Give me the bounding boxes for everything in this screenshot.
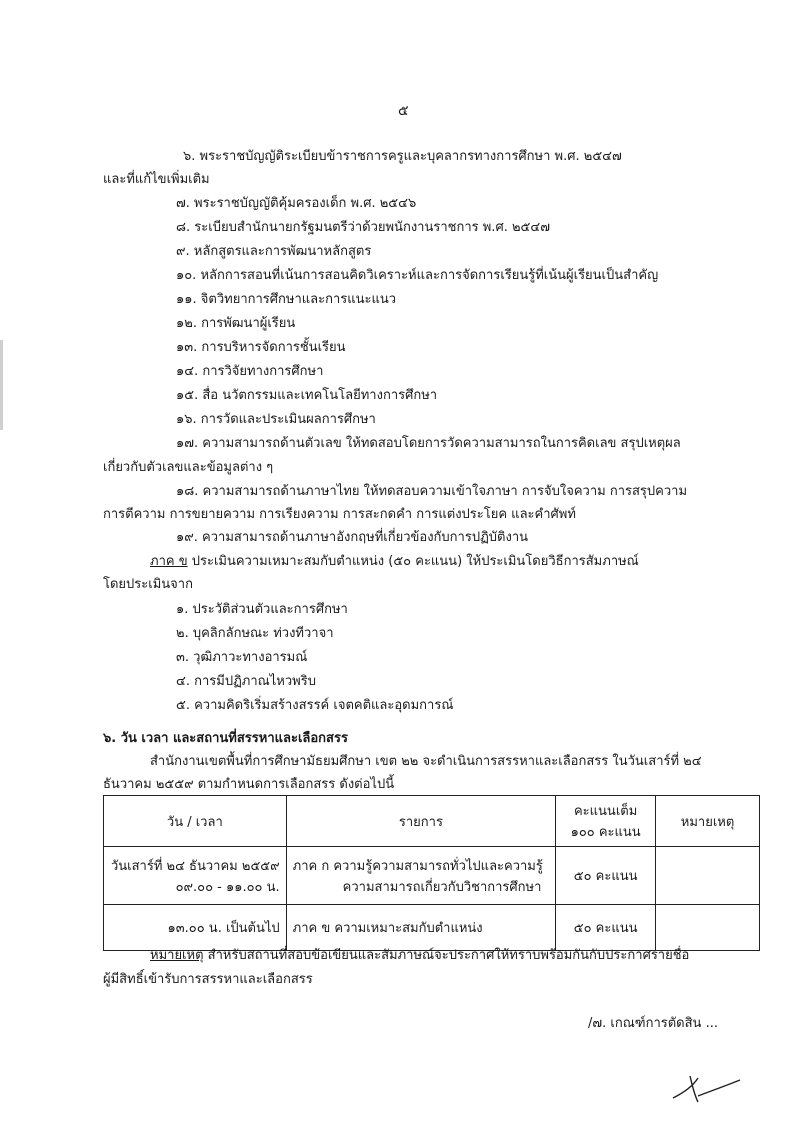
schedule-table xyxy=(103,795,760,951)
list-item-19: ๑๙. ความสามารถด้านภาษาอังกฤษที่เกี่ยวข้องกับการปฏิบัติงาน xyxy=(176,530,529,545)
criteria-item-1: ๑. ประวัติส่วนตัวและการศึกษา xyxy=(176,602,348,617)
header-score-line2: ๑๐๐ คะแนน xyxy=(570,825,641,840)
list-item-8: ๘. ระเบียบสำนักนายกรัฐมนตรีว่าด้วยพนักงานราชการ พ.ศ. ๒๕๔๗ xyxy=(176,220,550,235)
table-header-row xyxy=(104,796,760,847)
signature-mark xyxy=(668,1068,748,1108)
row-item-line1: ภาค ก ความรู้ความสามารถทั่วไปและความรู้ xyxy=(292,858,543,874)
row-note xyxy=(656,847,760,905)
row-item: ภาค ข ความเหมาะสมกับตำแหน่ง xyxy=(286,905,556,951)
list-item-17: ๑๗. ความสามารถด้านตัวเลข ให้ทดสอบโดยการวัดความสามารถในการคิดเลข สรุปเหตุผล xyxy=(176,436,681,451)
remark-text: สำหรับสถานที่สอบข้อเขียนและสัมภาษณ์จะประกาศให้ทราบพร้อมกันกับประกาศรายชื่อ xyxy=(207,948,690,963)
row-time: ๐๙.๐๐ - ๑๑.๐๐ น. xyxy=(175,879,280,895)
row-date-time: ๑๓.๐๐ น. เป็นต้นไป xyxy=(104,905,287,951)
row-item xyxy=(286,847,556,905)
continuation-note: /๗. เกณฑ์การตัดสิน ... xyxy=(588,1016,718,1031)
table-row xyxy=(104,905,760,951)
table-row xyxy=(104,847,760,905)
list-item-14: ๑๔. การวิจัยทางการศึกษา xyxy=(176,364,324,379)
list-item-17-cont: เกี่ยวกับตัวเลขและข้อมูลต่าง ๆ xyxy=(103,460,274,475)
scan-edge-mark xyxy=(0,340,3,430)
header-note: หมายเหตุ xyxy=(656,796,760,847)
page-number: ๕ xyxy=(398,103,409,119)
header-score xyxy=(556,796,656,847)
row-score: ๕๐ คะแนน xyxy=(556,847,656,905)
list-item-7: ๗. พระราชบัญญัติคุ้มครองเด็ก พ.ศ. ๒๕๔๖ xyxy=(176,196,417,211)
header-date-time: วัน / เวลา xyxy=(104,796,287,847)
criteria-item-2: ๒. บุคลิกลักษณะ ท่วงทีวาจา xyxy=(176,626,334,641)
row-score: ๕๐ คะแนน xyxy=(556,905,656,951)
part-b-label: ภาค ข xyxy=(150,554,188,569)
list-item-13: ๑๓. การบริหารจัดการชั้นเรียน xyxy=(176,340,346,355)
row-item-line2: ความสามารถเกี่ยวกับวิชาการศึกษา xyxy=(342,879,542,895)
remark-label: หมายเหตุ xyxy=(150,948,204,963)
list-item-11: ๑๑. จิตวิทยาการศึกษาและการแนะแนว xyxy=(176,292,397,307)
list-item-10: ๑๐. หลักการสอนที่เน้นการสอนคิดวิเคราะห์และการจัดการเรียนรู้ที่เน้นผู้เรียนเป็นสำคัญ xyxy=(176,268,659,283)
part-b-description: ประเมินความเหมาะสมกับตำแหน่ง (๕๐ คะแนน) ให้ประเมินโดยวิธีการสัมภาษณ์ xyxy=(191,554,639,569)
list-item-18: ๑๘. ความสามารถด้านภาษาไทย ให้ทดสอบความเข้าใจภาษา การจับใจความ การสรุปความ xyxy=(176,484,688,499)
remark-text-cont: ผู้มีสิทธิ์เข้ารับการสรรหาและเลือกสรร xyxy=(103,972,313,987)
criteria-item-3: ๓. วุฒิภาวะทางอารมณ์ xyxy=(176,650,308,665)
header-item: รายการ xyxy=(286,796,556,847)
list-item-6-cont: และที่แก้ไขเพิ่มเติม xyxy=(103,172,210,187)
criteria-item-5: ๕. ความคิดริเริ่มสร้างสรรค์ เจตคติและอุดมการณ์ xyxy=(176,698,454,713)
list-item-9: ๙. หลักสูตรและการพัฒนาหลักสูตร xyxy=(176,244,372,259)
remark-line xyxy=(150,946,689,966)
row-date: วันเสาร์ที่ ๒๔ ธันวาคม ๒๕๕๙ xyxy=(110,858,280,874)
list-item-12: ๑๒. การพัฒนาผู้เรียน xyxy=(176,316,296,331)
list-item-16: ๑๖. การวัดและประเมินผลการศึกษา xyxy=(176,412,376,427)
section-6-paragraph-cont: ธันวาคม ๒๕๕๙ ตามกำหนดการเลือกสรร ดังต่อไปนี้ xyxy=(103,777,395,792)
section-6-heading: ๖. วัน เวลา และสถานที่สรรหาและเลือกสรร xyxy=(103,731,348,746)
row-date-time xyxy=(104,847,287,905)
list-item-18-cont: การตีความ การขยายความ การเรียงความ การสะกดคำ การแต่งประโยค และคำศัพท์ xyxy=(103,507,576,522)
part-b-line xyxy=(150,552,639,572)
header-score-line1: คะแนนเต็ม xyxy=(573,804,638,819)
list-item-15: ๑๕. สื่อ นวัตกรรมและเทคโนโลยีทางการศึกษา xyxy=(176,388,438,403)
row-note xyxy=(656,905,760,951)
part-b-description-cont: โดยประเมินจาก xyxy=(103,577,193,592)
section-6-paragraph: สำนักงานเขตพื้นที่การศึกษามัธยมศึกษา เขต ๒๒ จะดำเนินการสรรหาและเลือกสรร ในวันเสาร์ที่ ๒๔ xyxy=(150,754,702,769)
criteria-item-4: ๔. การมีปฏิภาณไหวพริบ xyxy=(176,674,316,689)
list-item-6: ๖. พระราชบัญญัติระเบียบข้าราชการครูและบุคลากรทางการศึกษา พ.ศ. ๒๕๔๗ xyxy=(183,149,622,164)
